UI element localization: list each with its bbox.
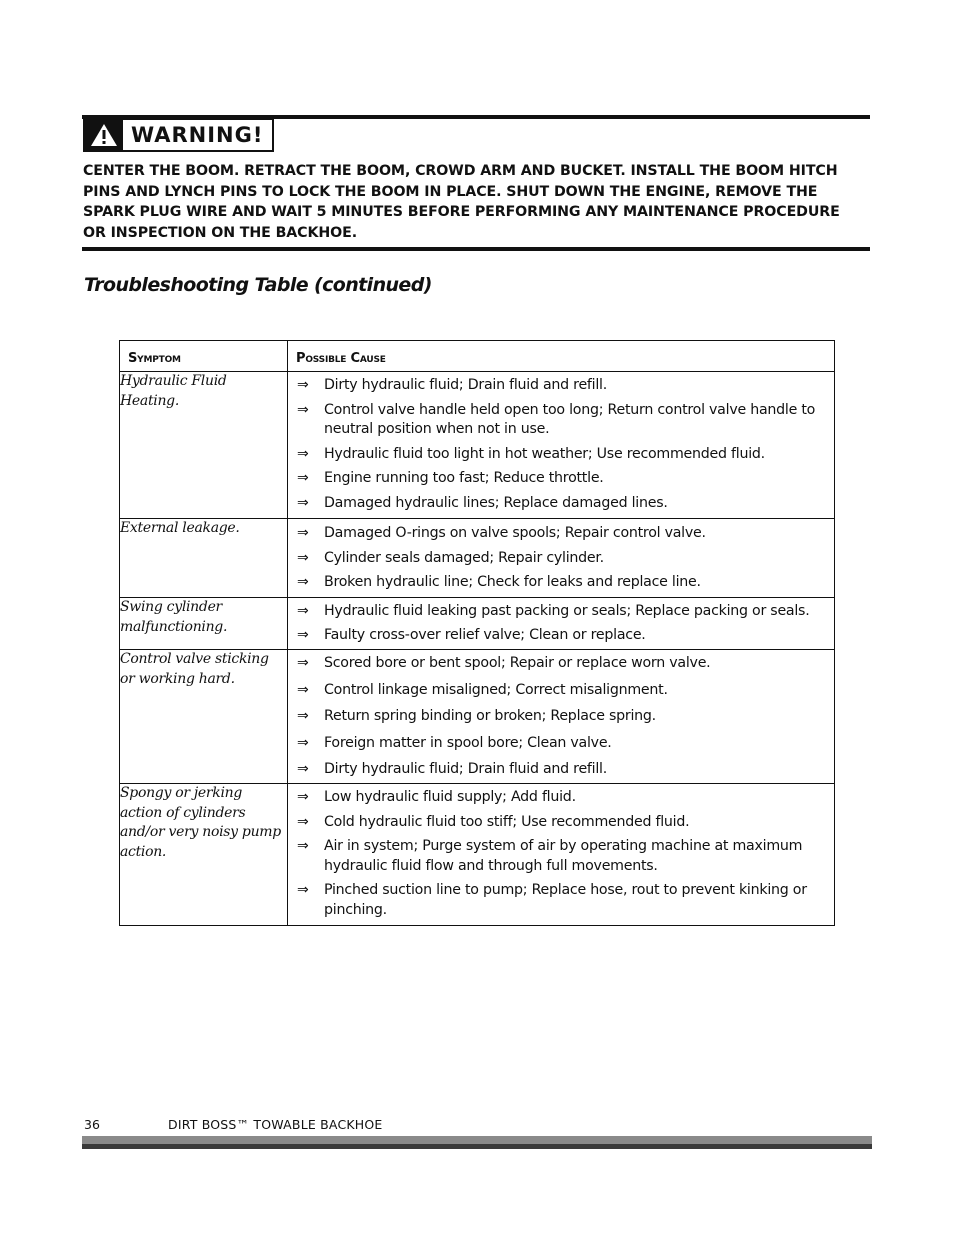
symptom-cell: Swing cylinder malfunctioning. [120, 598, 288, 650]
warning-triangle-icon [85, 120, 123, 150]
warning-label: WARNING! [131, 123, 264, 147]
cause-item: ⇒ Damaged O-rings on valve spools; Repair control valve. [297, 524, 828, 544]
cause-cell [288, 784, 835, 926]
warning-bottom-rule [82, 247, 870, 251]
symptom-cell: Hydraulic Fluid Heating. [120, 372, 288, 519]
cause-cell [288, 372, 835, 519]
cause-cell [288, 598, 835, 650]
arrow-icon: ⇒ [297, 882, 309, 898]
cause-item: ⇒ Foreign matter in spool bore; Clean valve. [297, 734, 828, 754]
cause-item: ⇒ Broken hydraulic line; Check for leaks and replace line. [297, 573, 828, 593]
arrow-icon: ⇒ [297, 838, 309, 854]
arrow-icon: ⇒ [297, 681, 309, 698]
footer-bar-dark [82, 1144, 872, 1149]
cause-item: ⇒ Scored bore or bent spool; Repair or replace worn valve. [297, 654, 828, 674]
table-row [120, 372, 835, 519]
arrow-icon: ⇒ [297, 525, 309, 541]
cause-item: ⇒ Pinched suction line to pump; Replace hose, rout to prevent kinking or pinching. [297, 881, 828, 920]
arrow-icon: ⇒ [297, 789, 309, 805]
cause-cell [288, 519, 835, 598]
arrow-icon: ⇒ [297, 603, 309, 619]
table-row [120, 784, 835, 926]
cause-item: ⇒ Dirty hydraulic fluid; Drain fluid and refill. [297, 376, 828, 396]
arrow-icon: ⇒ [297, 761, 309, 777]
symptom-header: Symptom [120, 341, 288, 372]
table-row [120, 650, 835, 784]
warning-text: CENTER THE BOOM. RETRACT THE BOOM, CROWD ARM AND BUCKET. INSTALL THE BOOM HITCH PINS AND LYNCH PINS TO LOCK THE BOOM IN PLACE. SHUT DOWN THE ENGINE, REMOVE THE SPARK PLUG WIRE AND WAIT 5 MINUTES BEFORE PERFORMING ANY MAINTENANCE PROCEDURE OR INSPECTION ON THE BACKHOE. [83, 163, 840, 241]
cause-item: ⇒ Return spring binding or broken; Replace spring. [297, 707, 828, 727]
footer-bar [82, 1136, 872, 1144]
page-number: 36 [84, 1117, 100, 1132]
cause-item: ⇒ Control valve handle held open too long; Return control valve handle to neutral position when not in use. [297, 401, 828, 440]
table-row [120, 519, 835, 598]
arrow-icon: ⇒ [297, 574, 309, 590]
cause-cell [288, 650, 835, 784]
symptom-cell: External leakage. [120, 519, 288, 598]
cause-item: ⇒ Dirty hydraulic fluid; Drain fluid and refill. [297, 760, 828, 780]
cause-item: ⇒ Cold hydraulic fluid too stiff; Use recommended fluid. [297, 813, 828, 833]
arrow-icon: ⇒ [297, 626, 309, 643]
symptom-cell: Spongy or jerking action of cylinders and/or very noisy pump action. [120, 784, 288, 926]
cause-item: ⇒ Low hydraulic fluid supply; Add fluid. [297, 788, 828, 808]
warning-badge [83, 118, 274, 152]
possible-cause-header: Possible Cause [288, 341, 835, 372]
cause-item: ⇒ Engine running too fast; Reduce throttle. [297, 469, 828, 489]
cause-item: ⇒ Cylinder seals damaged; Repair cylinder. [297, 549, 828, 569]
troubleshooting-table [119, 340, 835, 926]
symptom-cell: Control valve sticking or working hard. [120, 650, 288, 784]
cause-item: ⇒ Hydraulic fluid leaking past packing or seals; Replace packing or seals. [297, 602, 828, 622]
arrow-icon: ⇒ [297, 655, 309, 671]
cause-item: ⇒ Control linkage misaligned; Correct misalignment. [297, 681, 828, 701]
cause-item: ⇒ Damaged hydraulic lines; Replace damaged lines. [297, 494, 828, 514]
cause-item: ⇒ Air in system; Purge system of air by operating machine at maximum hydraulic fluid flow and through full movements. [297, 837, 828, 876]
arrow-icon: ⇒ [297, 494, 309, 511]
arrow-icon: ⇒ [297, 549, 309, 566]
footer-title: DIRT BOSS™ TOWABLE BACKHOE [168, 1117, 383, 1132]
arrow-icon: ⇒ [297, 401, 309, 418]
arrow-icon: ⇒ [297, 734, 309, 751]
cause-item: ⇒ Faulty cross-over relief valve; Clean or replace. [297, 626, 828, 646]
arrow-icon: ⇒ [297, 470, 309, 486]
arrow-icon: ⇒ [297, 377, 309, 393]
arrow-icon: ⇒ [297, 445, 309, 462]
arrow-icon: ⇒ [297, 813, 309, 830]
table-header-row [120, 341, 835, 372]
arrow-icon: ⇒ [297, 708, 309, 724]
section-title: Troubleshooting Table (continued) [84, 274, 432, 296]
table-row [120, 598, 835, 650]
cause-item: ⇒ Hydraulic fluid too light in hot weather; Use recommended fluid. [297, 445, 828, 465]
